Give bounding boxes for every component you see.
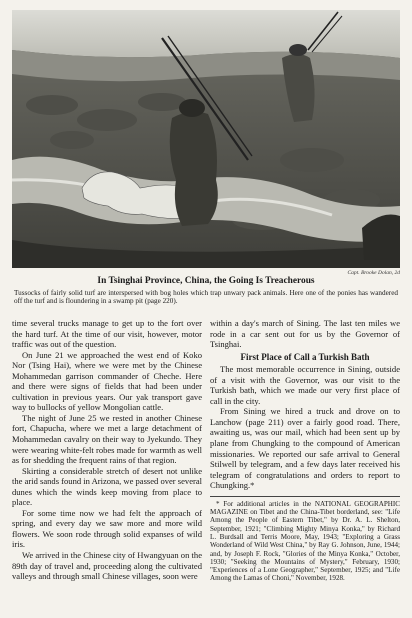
- body-paragraph: The most memorable occurrence in Sining, outside of a visit with the Governor, was our visit to the Turkish bath, which we made our very first place of call in the city.: [210, 364, 400, 406]
- left-text-column: [12, 318, 202, 582]
- body-paragraph: For some time now we had felt the approach of spring, and every day we saw more and more wild flowers. We soon rode through solid expanses of wild iris.: [12, 507, 202, 550]
- body-paragraph: Skirting a considerable stretch of desert not unlike the arid sands found in Arizona, we passed over several dunes which the winds keep moving from place to place.: [12, 465, 202, 508]
- section-heading: First Place of Call a Turkish Bath: [240, 351, 370, 362]
- footnote: * For additional articles in the NATIONAL GEOGRAPHIC MAGAZINE on Tibet and the China-Tibet borderland, see: "Life Among the People of Eastern Tibet," by Dr. A. L. Shelton, September, 1921; "Climbing Mighty Minya Konka," by Richard L. Burdsall and Terris Moore, May, 1943; "Exploring a Grass Wonderland of Wild West China," by Ray G. Johnson, June, 1944; and, by Joseph F. Rock, "Glories of the Minya Konka," October, 1930; "Seeking the Mountains of Mystery," February, 1930; "Experiences of a Lone Geographer," September, 1925; and "Life Among the Lamas of Choni," November, 1928.: [210, 499, 400, 583]
- right-text-column: [210, 318, 400, 583]
- body-paragraph: We arrived in the Chinese city of Hwangyuan on the 89th day of travel and, proceeding along the cultivated valleys and through small Chinese villages, soon were: [12, 550, 202, 582]
- body-paragraph: From Sining we hired a truck and drove on to Lanchow (page 211) over a fairly good road. There, awaiting us, was our mail, which had been sent up by plane from Chungking to the compound of American missionaries. We reported our safe arrival to General Stilwell by telegram, and a few days later received his telegram of congratulations and orders to report to Chungking.*: [210, 406, 400, 491]
- body-paragraph: The night of June 25 we rested in another Chinese fort, Chapucha, where we met a large detachment of Mohammedan cavalry on their way to Jyekundo. They were wearing white-felt robes made for warmth as well as for shedding the frequent rains of that region.: [12, 412, 202, 466]
- body-paragraph: On June 21 we approached the west end of Koko Nor (Tsing Hai), where we were met by the Chinese Mohammedan garrison commander of Cheche. Here and there were signs of fields that had been under cultivation in previous years. Our yak transport gave way to bullocks of yellow Mongolian cattle.: [12, 349, 202, 413]
- footnote-divider: [210, 496, 400, 497]
- body-paragraph: time several trucks manage to get up to the fort over the hard turf. At the time of our visit, however, motor traffic was out of the question.: [12, 318, 202, 350]
- photo-caption-title: In Tsinghai Province, China, the Going Is Treacherous: [97, 276, 315, 286]
- photograph-tsinghai-bog: [12, 10, 400, 268]
- body-paragraph: within a day's march of Sining. The last ten miles we rode in a car sent out for us by the Governor of Tsinghai.: [210, 318, 400, 350]
- photo-caption-body: Tussocks of fairly solid turf are interspersed with bog holes which trap unwary pack animals. Here one of the ponies has wandered off the turf and is floundering in a swamp pit (page 220).: [14, 289, 398, 306]
- photo-credit: Capt. Brooke Dolan, 2d: [347, 270, 400, 276]
